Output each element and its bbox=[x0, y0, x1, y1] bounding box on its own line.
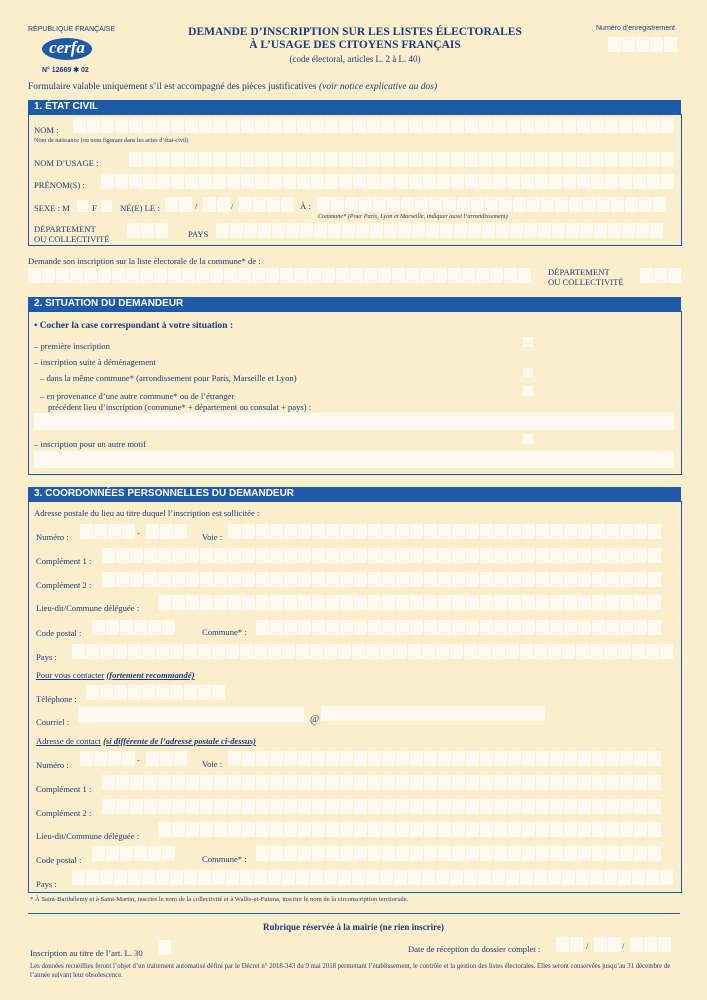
prenoms-label: PRÉNOM(S) : bbox=[34, 180, 85, 190]
sexe-f-checkbox[interactable] bbox=[101, 200, 112, 212]
registration-label: Numéro d’enregistrement bbox=[596, 25, 675, 32]
section2-banner: 2. SITUATION DU DEMANDEUR bbox=[28, 297, 681, 311]
numero-field[interactable] bbox=[80, 524, 135, 539]
complement2-label: Complément 2 : bbox=[36, 580, 92, 590]
inscription-art-label: Inscription au titre de l’art. L. 30 bbox=[30, 948, 143, 958]
mairie-divider bbox=[28, 913, 680, 914]
contact-commune-field[interactable] bbox=[256, 846, 661, 861]
departement-label bbox=[34, 224, 110, 244]
contact-complement2-label: Complément 2 : bbox=[36, 808, 92, 818]
contact-numero-label: Numéro : bbox=[36, 760, 69, 770]
contact-heading-text: Pour vous contacter bbox=[36, 670, 105, 680]
section3-banner: 3. COORDONNÉES PERSONNELLES DU DEMANDEUR bbox=[28, 487, 681, 501]
courriel-user-field[interactable] bbox=[78, 707, 304, 722]
opt-premiere-label: – première inscription bbox=[34, 341, 110, 351]
opt-demenagement-label: – inscription suite à déménagement bbox=[34, 357, 156, 367]
birth-place-field[interactable] bbox=[317, 197, 666, 212]
contact-addr-heading bbox=[36, 736, 256, 746]
cerfa-number: N° 12669 ✱ 02 bbox=[42, 67, 89, 74]
pays-field[interactable] bbox=[72, 644, 673, 659]
contact-lieudit-field[interactable] bbox=[158, 822, 661, 837]
form-subtitle: (code électoral, articles L. 2 à L. 40) bbox=[289, 54, 421, 64]
code-postal-label: Code postal : bbox=[36, 628, 82, 638]
ne-le-label: NÉ(E) LE : bbox=[120, 203, 160, 213]
nom-usage-field[interactable] bbox=[129, 152, 674, 167]
birth-country-field[interactable] bbox=[216, 223, 663, 238]
section1-banner: 1. ÉTAT CIVIL bbox=[28, 100, 681, 114]
complement2-field[interactable] bbox=[102, 572, 661, 587]
reception-slash-2: / bbox=[622, 941, 625, 951]
pays-label-addr: Pays : bbox=[36, 652, 57, 662]
demande-departement-line1: DÉPARTEMENT bbox=[548, 267, 610, 277]
contact-numero-dash: - bbox=[137, 755, 140, 765]
contact-complement1-label: Complément 1 : bbox=[36, 784, 92, 794]
birth-place-label: À : bbox=[300, 201, 311, 211]
contact-voie-label: Voie : bbox=[202, 759, 223, 769]
complement1-label: Complément 1 : bbox=[36, 556, 92, 566]
demande-text: Demande son inscription sur la liste électorale de la commune* de : bbox=[28, 256, 261, 266]
contact-numero-ext-field[interactable] bbox=[146, 751, 187, 766]
at-sign: @ bbox=[310, 714, 320, 725]
commune-hint: Commune* (Pour Paris, Lyon et Marseille, indiquer aussi l’arrondissement) bbox=[318, 213, 508, 220]
precedent-lieu-label: précédent lieu d’inscription (commune* + département ou consulat + pays) : bbox=[48, 402, 312, 412]
autre-motif-field[interactable] bbox=[34, 451, 674, 468]
contact-complement1-field[interactable] bbox=[102, 775, 661, 790]
opt-premiere-checkbox[interactable] bbox=[523, 337, 533, 347]
contact-numero-field[interactable] bbox=[80, 751, 135, 766]
departement-line1: DÉPARTEMENT bbox=[34, 224, 96, 234]
sexe-m-checkbox[interactable] bbox=[77, 200, 88, 212]
date-reception-label: Date de réception du dossier complet : bbox=[408, 944, 541, 954]
code-postal-field[interactable] bbox=[92, 620, 175, 635]
sexe-f-label: F bbox=[92, 203, 97, 213]
pays-label: PAYS bbox=[188, 229, 209, 239]
inscription-art-checkbox[interactable] bbox=[158, 940, 171, 955]
nom-hint: Nom de naissance (ou nom figurant dans les actes d’état-civil) bbox=[34, 137, 189, 144]
complement1-field[interactable] bbox=[102, 548, 661, 563]
contact-lieudit-label: Lieu-dit/Commune déléguée : bbox=[36, 831, 140, 841]
intro-italic: (voir notice explicative au dos) bbox=[318, 82, 438, 92]
opt-meme-commune-label: – dans la même commune* (arrondissement pour Paris, Marseille et Lyon) bbox=[40, 373, 297, 383]
form-title bbox=[130, 26, 580, 52]
situation-instruction: • Cocher la case correspondant à votre situation : bbox=[34, 321, 234, 331]
telephone-label: Téléphone : bbox=[36, 694, 77, 704]
lieudit-field[interactable] bbox=[158, 595, 661, 610]
birth-departement-field[interactable] bbox=[127, 223, 168, 238]
contact-pays-label: Pays : bbox=[36, 879, 57, 889]
reception-month-field[interactable] bbox=[594, 937, 621, 952]
numero-label: Numéro : bbox=[36, 532, 69, 542]
opt-autre-commune-label: – en provenance d’une autre commune* ou de l’étranger bbox=[40, 391, 235, 401]
courriel-domain-field[interactable] bbox=[321, 706, 545, 721]
legal-notice: Les données recueillies feront l’objet d’un traitement automatisé défini par le Décret n° 2018-343 du 9 mai 2018 permettant l’établissement, le contrôle et la gestion des listes électorales. Elles seront conservées jusqu’au 31 décembre de l’année suivant leur obsolescence. bbox=[30, 963, 671, 979]
adresse-postale-label: Adresse postale du lieu au titre duquel l’inscription est sollicitée : bbox=[34, 508, 260, 518]
opt-autre-motif-label: – inscription pour un autre motif bbox=[34, 439, 146, 449]
contact-heading bbox=[36, 670, 195, 680]
demande-departement-line2: OU COLLECTIVITÉ bbox=[548, 277, 624, 287]
lieudit-label: Lieu-dit/Commune déléguée : bbox=[36, 603, 140, 613]
commune-label: Commune* : bbox=[202, 627, 247, 637]
prenoms-field[interactable] bbox=[101, 174, 674, 189]
intro-main: Formulaire valable uniquement s’il est accompagné des pièces justificatives bbox=[28, 82, 317, 92]
contact-pays-field[interactable] bbox=[72, 870, 673, 885]
cerfa-logo: cerfa bbox=[42, 38, 92, 60]
nom-usage-label: NOM D’USAGE : bbox=[34, 158, 99, 168]
registration-number-field[interactable] bbox=[608, 37, 677, 52]
demande-commune-field[interactable] bbox=[28, 268, 531, 283]
telephone-field[interactable] bbox=[86, 685, 225, 700]
birth-month-field[interactable] bbox=[203, 197, 230, 212]
contact-addr-heading-text: Adresse de contact bbox=[36, 736, 101, 746]
contact-voie-field[interactable] bbox=[228, 751, 661, 766]
date-slash-2: / bbox=[231, 201, 234, 211]
contact-commune-label: Commune* : bbox=[202, 854, 247, 864]
contact-code-postal-field[interactable] bbox=[92, 846, 175, 861]
opt-autre-commune-checkbox[interactable] bbox=[523, 386, 533, 396]
republique-label: RÉPUBLIQUE FRANÇAISE bbox=[28, 26, 116, 33]
voie-field[interactable] bbox=[228, 524, 661, 539]
contact-complement2-field[interactable] bbox=[102, 799, 661, 814]
numero-ext-field[interactable] bbox=[146, 524, 187, 539]
nom-label: NOM : bbox=[34, 125, 59, 135]
reception-slash-1: / bbox=[586, 941, 589, 951]
opt-meme-commune-checkbox[interactable] bbox=[523, 368, 533, 378]
departement-line2: OU COLLECTIVITÉ bbox=[34, 234, 110, 244]
opt-autre-motif-checkbox[interactable] bbox=[523, 434, 533, 444]
intro-text bbox=[28, 82, 437, 92]
title-line2: À L’USAGE DES CITOYENS FRANÇAIS bbox=[249, 39, 461, 51]
contact-code-postal-label: Code postal : bbox=[36, 855, 82, 865]
contact-heading-italic: (fortement recommandé) bbox=[106, 670, 195, 680]
precedent-lieu-field[interactable] bbox=[34, 413, 674, 430]
reception-day-field[interactable] bbox=[556, 937, 583, 952]
demande-departement-field[interactable] bbox=[640, 268, 681, 283]
sexe-label: SEXE : M bbox=[34, 203, 70, 213]
title-line1: DEMANDE D’INSCRIPTION SUR LES LISTES ÉLECTORALES bbox=[188, 26, 522, 38]
date-slash-1: / bbox=[195, 201, 198, 211]
nom-field[interactable] bbox=[73, 118, 674, 133]
courriel-label: Courriel : bbox=[36, 717, 70, 727]
reception-year-field[interactable] bbox=[630, 937, 671, 952]
birth-year-field[interactable] bbox=[239, 197, 294, 212]
birth-day-field[interactable] bbox=[165, 197, 192, 212]
contact-addr-heading-italic: (si différente de l’adresse postale ci-dessus) bbox=[103, 736, 256, 746]
voie-label: Voie : bbox=[202, 532, 223, 542]
demande-departement-label bbox=[548, 267, 624, 287]
numero-dash: - bbox=[137, 528, 140, 538]
commune-field[interactable] bbox=[256, 620, 661, 635]
mairie-title: Rubrique réservée à la mairie (ne rien inscrire) bbox=[262, 922, 445, 932]
footnote: * À Saint-Barthélemy et à Saint-Martin, inscrire le nom de la collectivité et à Wallis-et-Futuna, inscrire le nom de la circonscription territoriale. bbox=[30, 896, 409, 903]
